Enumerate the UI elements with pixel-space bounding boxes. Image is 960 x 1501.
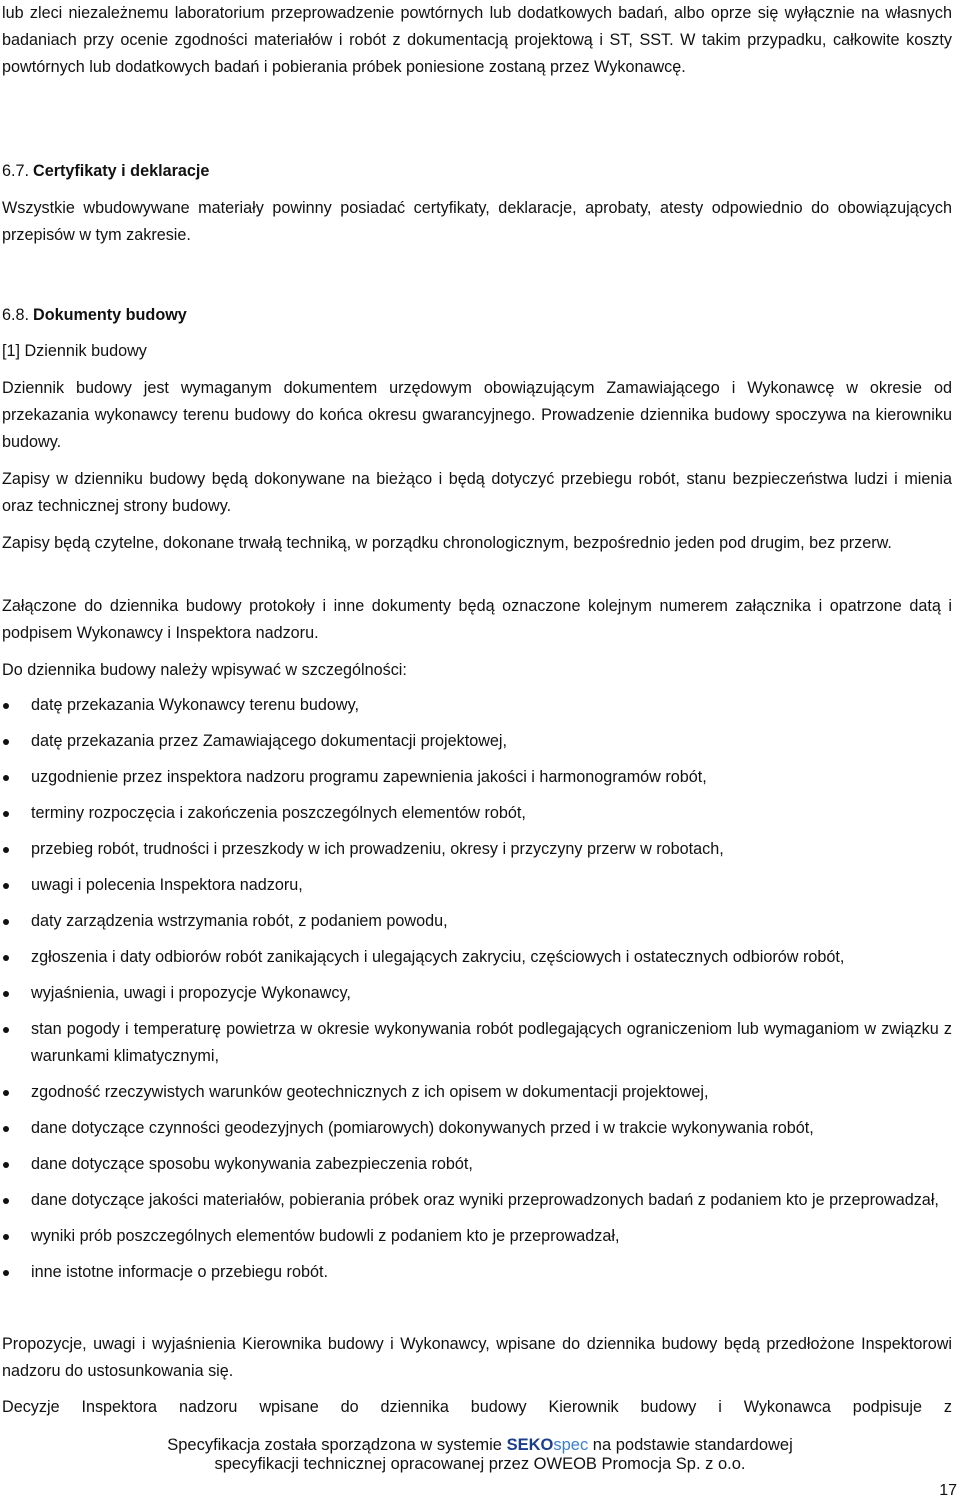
diary-paragraph-4: Załączone do dziennika budowy protokoły i inne dokumenty będą oznaczone kolejnym numerem załącznika i opatrzone datą i podpisem Wykonawcy i Inspektora nadzoru. [2, 597, 952, 642]
list-item: stan pogody i temperaturę powietrza w okresie wykonywania robót podlegających ograniczeniom lub wymaganiom w związku z warunkami klimatycznymi, [2, 1016, 952, 1070]
section-number: 6.8. [2, 306, 30, 324]
intro-paragraph: lub zleci niezależnemu laboratorium przeprowadzenie powtórnych lub dodatkowych badań, albo oprze się wyłącznie na własnych badaniach przy ocenie zgodności materiałów i robót z dokumentacją projektową i ST, SST. W takim przypadku, całkowite koszty powtórnych lub dodatkowych badań i pobierania próbek poniesione zostaną przez Wykonawcę. [2, 4, 952, 76]
bullet-icon [3, 739, 9, 745]
bullet-icon [3, 991, 9, 997]
diary-paragraph-3: Zapisy będą czytelne, dokonane trwałą techniką, w porządku chronologicznym, bezpośrednio jeden pod drugim, bez przerw. [2, 534, 892, 552]
bullet-icon [3, 883, 9, 889]
diary-entries-list [2, 692, 952, 1286]
footer-line-2: specyfikacji technicznej opracowanej przez OWEOB Promocja Sp. z o.o. [214, 1455, 746, 1473]
diary-paragraph-1: Dziennik budowy jest wymaganym dokumentem urzędowym obowiązującym Zamawiającego i Wykonawcę w okresie od przekazania wykonawcy terenu budowy do końca okresu gwarancyjnego. Prowadzenie dziennika budowy spoczywa na kierowniku budowy. [2, 379, 952, 451]
list-item: zgodność rzeczywistych warunków geotechnicznych z ich opisem w dokumentacji projektowej, [2, 1079, 952, 1106]
subheading-site-diary: [1] Dziennik budowy [2, 342, 147, 360]
certificates-paragraph: Wszystkie wbudowywane materiały powinny posiadać certyfikaty, deklaracje, aprobaty, atesty odpowiednio do obowiązujących przepisów w tym zakresie. [2, 199, 952, 244]
list-item: dane dotyczące jakości materiałów, pobierania próbek oraz wyniki przeprowadzonych badań z podaniem kto je przeprowadzał, [2, 1187, 952, 1214]
bullet-icon [3, 1270, 9, 1276]
list-item: wyjaśnienia, uwagi i propozycje Wykonawcy, [2, 980, 952, 1007]
list-item: zgłoszenia i daty odbiorów robót zanikających i ulegających zakryciu, częściowych i ostatecznych odbiorów robót, [2, 944, 952, 971]
list-item: inne istotne informacje o przebiegu robót. [2, 1259, 952, 1286]
closing-paragraph-2: Decyzje Inspektora nadzoru wpisane do dziennika budowy Kierownik budowy i Wykonawca podpisuje z [2, 1398, 952, 1416]
bullet-icon [3, 703, 9, 709]
list-item: dane dotyczące czynności geodezyjnych (pomiarowych) dokonywanych przed i w trakcie wykonywania robót, [2, 1115, 952, 1142]
bullet-icon [3, 811, 9, 817]
bullet-icon [3, 775, 9, 781]
bullet-icon [3, 955, 9, 961]
section-number: 6.7. [2, 162, 30, 180]
sekospec-logo: SEKOspec [506, 1436, 589, 1454]
list-item: daty zarządzenia wstrzymania robót, z podaniem powodu, [2, 908, 952, 935]
section-title: Dokumenty budowy [33, 306, 187, 324]
bullet-icon [3, 1126, 9, 1132]
page-footer [0, 1436, 960, 1474]
closing-paragraph-1: Propozycje, uwagi i wyjaśnienia Kierownika budowy i Wykonawcy, wpisane do dziennika budowy będą przedłożone Inspektorowi nadzoru do ustosunkowania się. [2, 1335, 952, 1380]
page-number: 17 [939, 1482, 957, 1499]
bullet-icon [3, 847, 9, 853]
list-item: datę przekazania przez Zamawiającego dokumentacji projektowej, [2, 728, 952, 755]
bullet-icon [3, 1027, 9, 1033]
list-item: przebieg robót, trudności i przeszkody w ich prowadzeniu, okresy i przyczyny przerw w robotach, [2, 836, 952, 863]
footer-line-1: Specyfikacja została sporządzona w systemie SEKOspec na podstawie standardowej [167, 1436, 793, 1454]
section-heading-6-8 [2, 302, 187, 329]
bullet-icon [3, 1162, 9, 1168]
bullet-icon [3, 1090, 9, 1096]
bullet-icon [3, 919, 9, 925]
list-item: dane dotyczące sposobu wykonywania zabezpieczenia robót, [2, 1151, 952, 1178]
diary-paragraph-5: Do dziennika budowy należy wpisywać w szczególności: [2, 661, 407, 679]
diary-paragraph-2: Zapisy w dzienniku budowy będą dokonywane na bieżąco i będą dotyczyć przebiegu robót, stanu bezpieczeństwa ludzi i mienia oraz technicznej strony budowy. [2, 470, 952, 515]
section-heading-6-7 [2, 158, 209, 185]
list-item: wyniki prób poszczególnych elementów budowli z podaniem kto je przeprowadzał, [2, 1223, 952, 1250]
bullet-icon [3, 1234, 9, 1240]
list-item: uzgodnienie przez inspektora nadzoru programu zapewnienia jakości i harmonogramów robót, [2, 764, 952, 791]
bullet-icon [3, 1198, 9, 1204]
list-item: datę przekazania Wykonawcy terenu budowy, [2, 692, 952, 719]
list-item: uwagi i polecenia Inspektora nadzoru, [2, 872, 952, 899]
section-title: Certyfikaty i deklaracje [33, 162, 210, 180]
list-item: terminy rozpoczęcia i zakończenia poszczególnych elementów robót, [2, 800, 952, 827]
